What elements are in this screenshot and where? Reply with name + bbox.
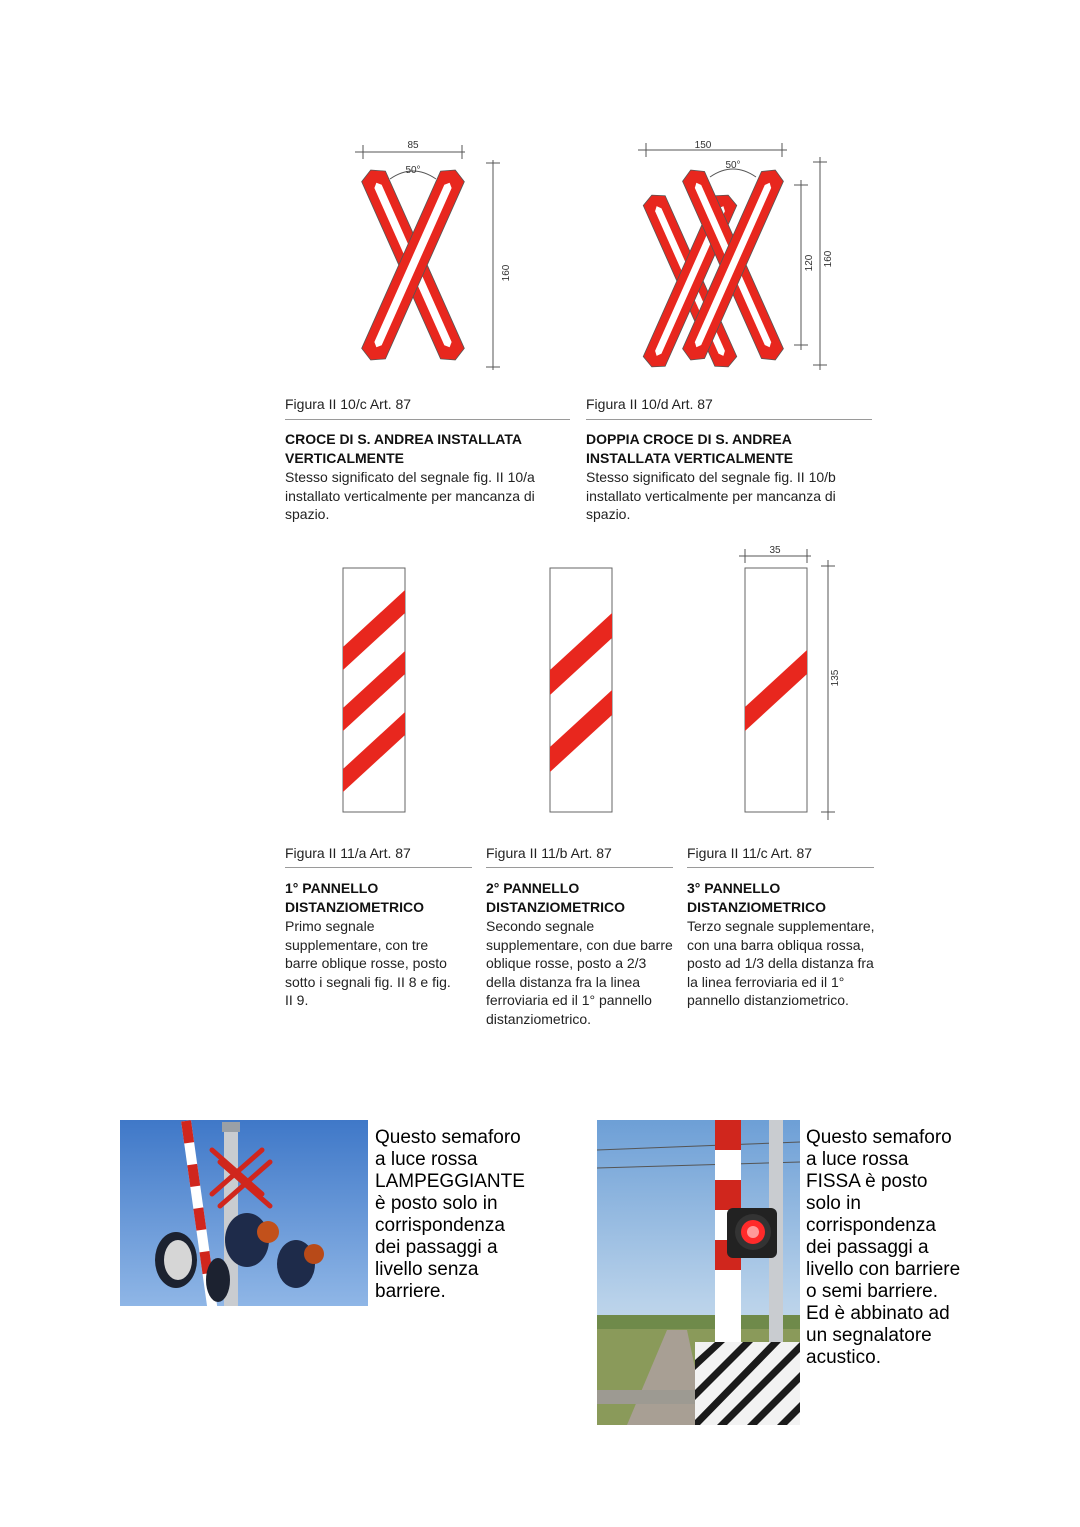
single-cross-width-label: 85 [407,140,419,151]
caption-title: CROCE DI S. ANDREA INSTALLATA VERTICALMENTE [285,431,522,466]
striped-barrier-base [695,1342,800,1425]
caption-10c [285,430,575,524]
panel-3-figure [735,540,845,825]
caption-description: Primo segnale supplementare, con tre barre oblique rosse, posto sotto i segnali fig. II 8 e fig. II 9. [285,918,451,1008]
divider [285,419,570,420]
divider [486,867,673,868]
figure-ref-10c: Figura II 10/c Art. 87 [285,396,412,412]
figure-ref-11c: Figura II 11/c Art. 87 [687,845,813,861]
flashing-light-photo [120,1120,368,1306]
double-cross-height-label: 160 [823,250,834,268]
st-andrew-cross-icon [359,165,467,366]
panel-frame [550,568,612,812]
caption-10d [586,430,871,524]
caption-11c [687,879,875,1010]
single-cross-height-label: 160 [501,264,512,282]
panel-width-label: 35 [769,545,781,556]
flashing-light-description: Questo semaforo a luce rossa LAMPEGGIANTE è posto solo in corrispondenza dei passaggi a livello senza barriere. [375,1127,525,1302]
figure-ref-10d: Figura II 10/d Art. 87 [586,396,713,412]
panel-1-figure [340,565,410,815]
caption-title: 3° PANNELLO DISTANZIOMETRICO [687,880,826,915]
caption-description: Stesso significato del segnale fig. II 10/a installato verticalmente per mancanza di spazio. [285,469,535,522]
figure-ref-11a: Figura II 11/a Art. 87 [285,845,411,861]
caption-11a [285,879,460,1010]
double-st-andrew-cross-icon [641,165,786,372]
caption-description: Secondo segnale supplementare, con due barre oblique rosse, posto a 2/3 della distanza fra la linea ferroviaria ed il 1° pannello distanziometrico. [486,918,673,1027]
double-cross-angle-label: 50° [725,160,741,171]
caption-title: 1° PANNELLO DISTANZIOMETRICO [285,880,424,915]
panel-2-figure [547,565,617,815]
fixed-light-photo [597,1120,800,1425]
caption-description: Terzo segnale supplementare, con una barra obliqua rossa, posto ad 1/3 della distanza fra la linea ferroviaria ed il 1° pannello distanziometrico. [687,918,875,1008]
fixed-light-description: Questo semaforo a luce rossa FISSA è posto solo in corrispondenza dei passaggi a livello con barriere o semi barriere. Ed è abbinato ad un segnalatore acustico. [806,1127,961,1368]
divider [285,867,472,868]
caption-title: DOPPIA CROCE DI S. ANDREA INSTALLATA VERTICALMENTE [586,431,794,466]
panel-height-label: 135 [830,669,841,687]
divider [586,419,872,420]
figure-ref-11b: Figura II 11/b Art. 87 [486,845,612,861]
caption-11b [486,879,674,1028]
caption-title: 2° PANNELLO DISTANZIOMETRICO [486,880,625,915]
double-cross-inner-height-label: 120 [804,254,815,272]
divider [687,867,874,868]
double-cross-width-label: 150 [694,140,712,151]
caption-description: Stesso significato del segnale fig. II 10/b installato verticalmente per mancanza di spazio. [586,469,836,522]
double-cross-figure [630,135,845,375]
single-cross-angle-label: 50° [405,165,421,176]
single-cross-figure [350,135,520,375]
